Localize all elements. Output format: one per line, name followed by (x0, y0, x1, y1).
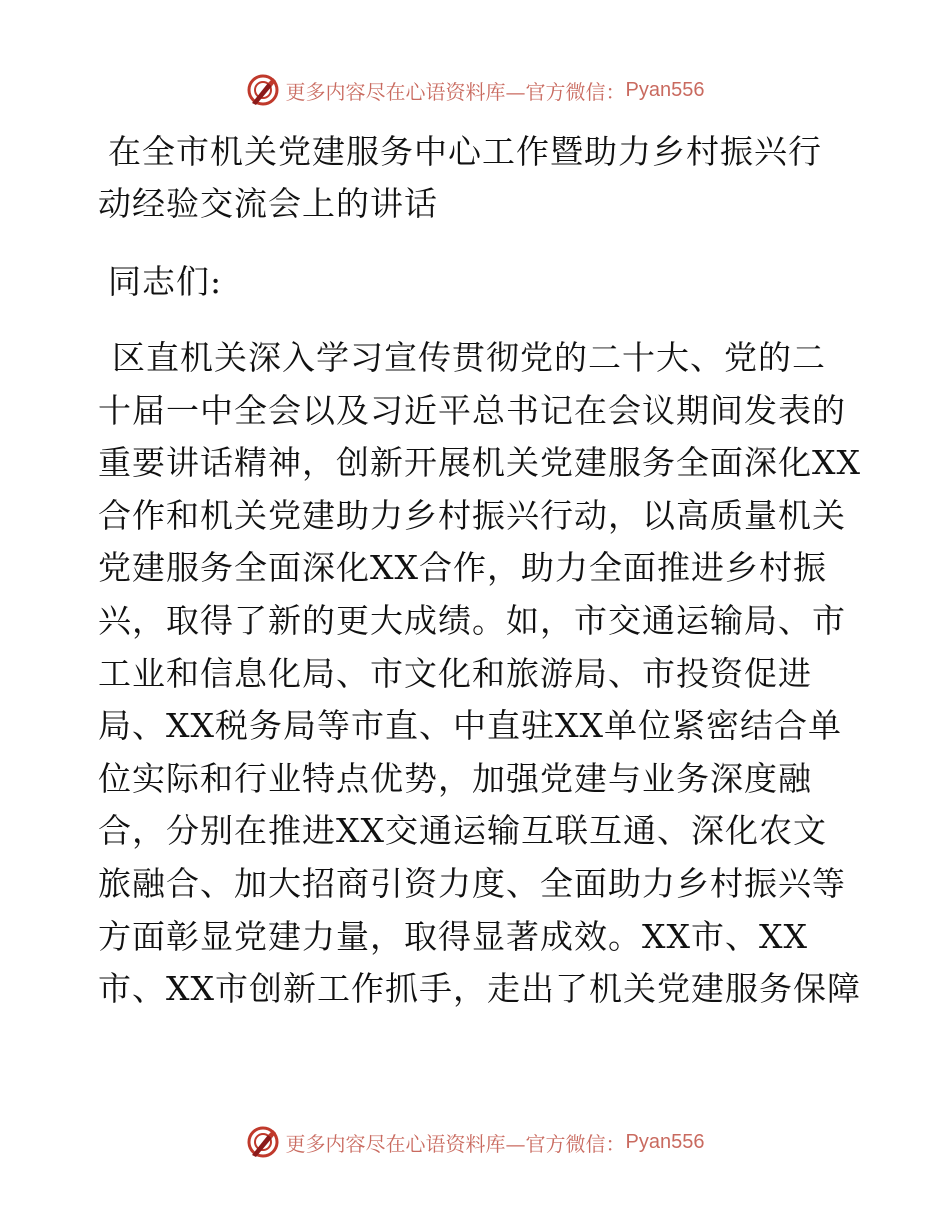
header-watermark-banner (0, 70, 950, 110)
paragraph-line: 方面彰显党建力量，取得显著成效。XX市、XX (98, 916, 808, 956)
pen-logo-icon (246, 73, 280, 107)
paragraph-line: 旅融合、加大招商引资力度、全面助力乡村振兴等 (98, 863, 846, 903)
paragraph-line: 位实际和行业特点优势，加强党建与业务深度融 (98, 758, 812, 798)
header-banner-text: 更多内容尽在心语资料库—官方微信： (285, 79, 626, 104)
paragraph-line: 工业和信息化局、市文化和旅游局、市投资促进 (98, 653, 812, 693)
paragraph-line: 重要讲话精神，创新开展机关党建服务全面深化XX (98, 443, 861, 483)
paragraph-line: 区直机关深入学习宣传贯彻党的二十大、党的二 (112, 338, 826, 377)
title-line: 在全市机关党建服务中心工作暨助力乡村振兴行 (108, 132, 822, 171)
body-paragraph (98, 332, 861, 1016)
paragraph-line: 市、XX市创新工作抓手，走出了机关党建服务保障 (98, 969, 861, 1009)
pen-logo-icon (246, 1125, 280, 1159)
footer-wechat-id: Pyan556 (625, 1130, 705, 1153)
paragraph-line: 合作和机关党建助力乡村振兴行动，以高质量机关 (98, 495, 846, 535)
greeting (98, 256, 858, 308)
paragraph-line: 党建服务全面深化XX合作，助力全面推进乡村振 (98, 548, 827, 588)
paragraph-line: 兴，取得了新的更大成绩。如，市交通运输局、市 (98, 600, 846, 640)
header-wechat-id: Pyan556 (625, 78, 705, 101)
title-line: 动经验交流会上的讲话 (98, 184, 438, 223)
document-title (98, 126, 858, 230)
footer-banner-text: 更多内容尽在心语资料库—官方微信： (285, 1131, 626, 1156)
greeting-text: 同志们: (108, 262, 223, 301)
footer-watermark-banner (0, 1122, 950, 1162)
paragraph-line: 十届一中全会以及习近平总书记在会议期间发表的 (98, 390, 846, 430)
paragraph-line: 合，分别在推进XX交通运输互联互通、深化农文 (98, 811, 827, 851)
paragraph-line: 局、XX税务局等市直、中直驻XX单位紧密结合单 (98, 706, 842, 746)
